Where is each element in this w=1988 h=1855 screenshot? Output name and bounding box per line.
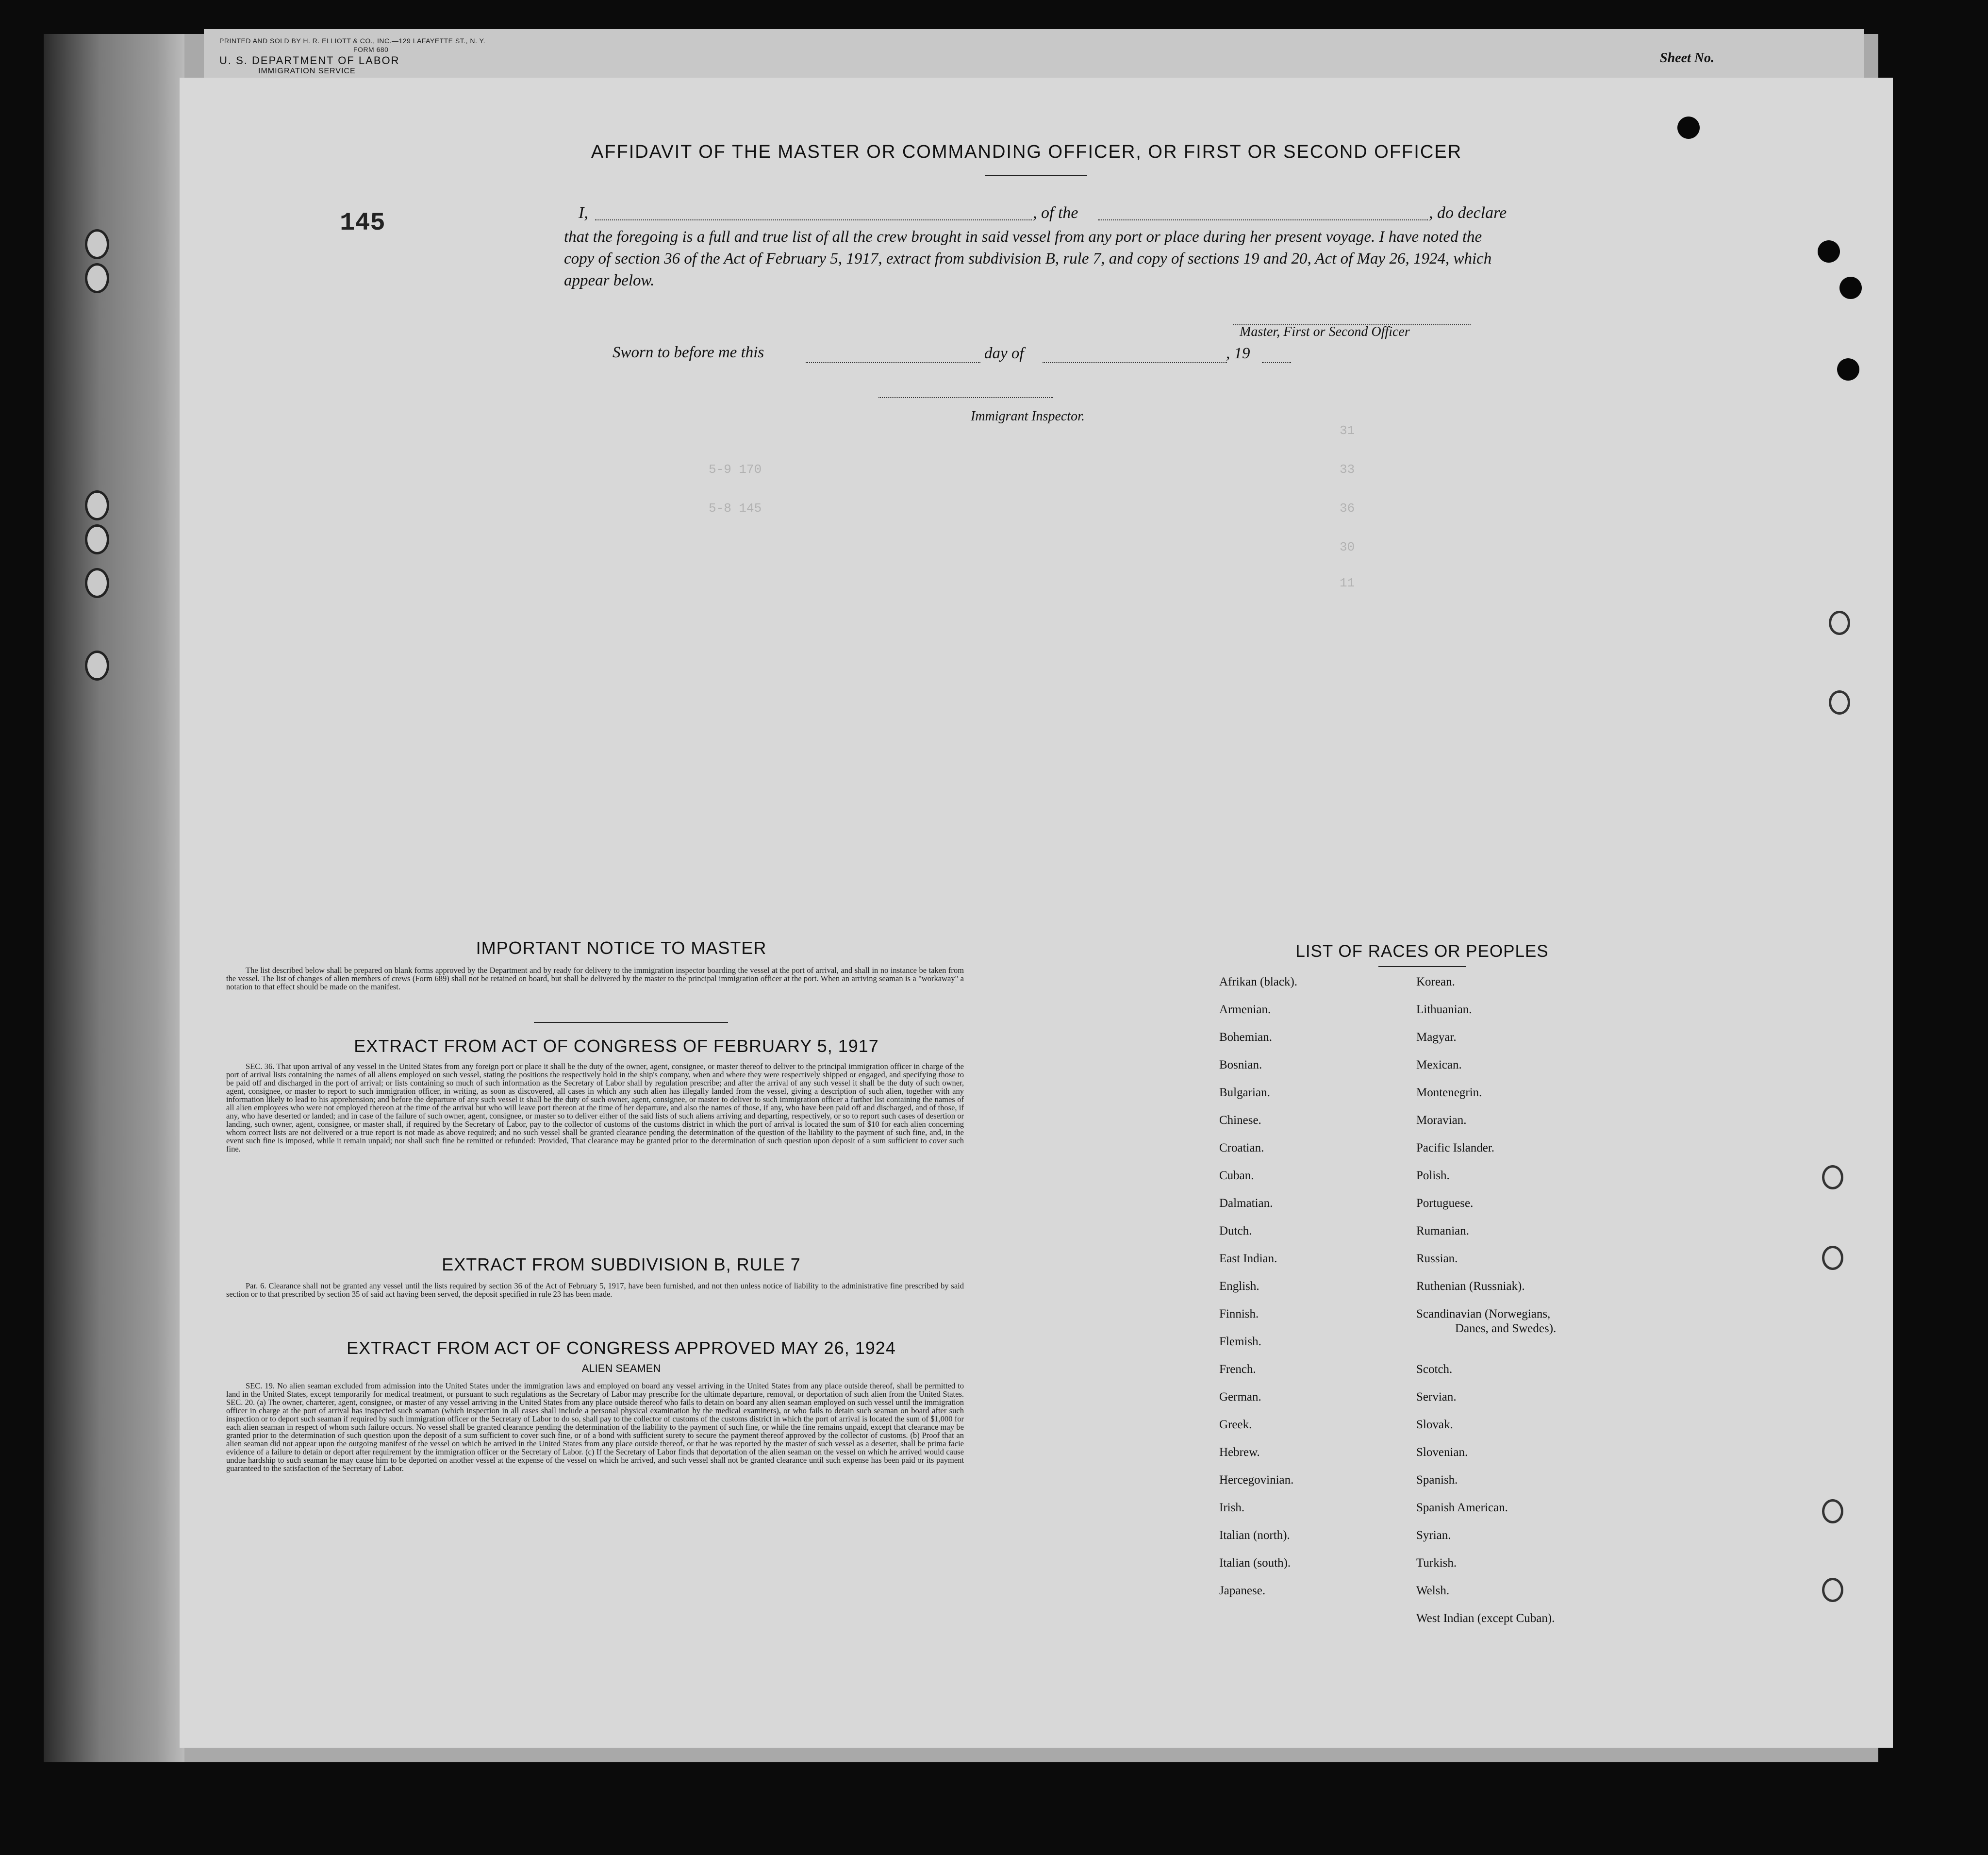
races-right-column [1416, 975, 1556, 1639]
bleed-through-mark: 5-9 170 [709, 462, 762, 477]
race-item: Syrian. [1416, 1529, 1451, 1542]
race-item: Bulgarian. [1219, 1086, 1270, 1099]
notice-title: IMPORTANT NOTICE TO MASTER [476, 938, 767, 958]
race-item: Chinese. [1219, 1114, 1261, 1127]
race-item: Cuban. [1219, 1169, 1254, 1182]
affidavit-title: AFFIDAVIT OF THE MASTER OR COMMANDING OFFICER, OR FIRST OR SECOND OFFICER [591, 142, 1462, 162]
bleed-through-mark: 30 [1340, 540, 1355, 554]
race-item: Spanish. [1416, 1473, 1458, 1487]
race-item: Slovak. [1416, 1418, 1453, 1431]
bleed-through-mark: 31 [1340, 423, 1355, 438]
name-field-line[interactable] [595, 219, 1032, 220]
ring-hole [1822, 1165, 1843, 1189]
race-item: Japanese. [1219, 1584, 1266, 1597]
inspector-signature-line[interactable] [878, 397, 1053, 398]
affidavit-declare: , do declare [1429, 204, 1507, 222]
race-item: Italian (north). [1219, 1529, 1290, 1542]
extract-1924-title: EXTRACT FROM ACT OF CONGRESS APPROVED MAY 26, 1924 [347, 1338, 896, 1358]
race-item: Scotch. [1416, 1363, 1453, 1376]
title-rule [985, 175, 1087, 176]
punch-hole [85, 490, 109, 520]
race-item: Dutch. [1219, 1224, 1252, 1237]
extract-rule7-title: EXTRACT FROM SUBDIVISION B, RULE 7 [442, 1254, 801, 1274]
ring-hole [1829, 690, 1850, 715]
race-item: French. [1219, 1363, 1256, 1376]
sheet-label: Sheet No. [1660, 50, 1714, 66]
extract-1917-title: EXTRACT FROM ACT OF CONGRESS OF FEBRUARY 5, 1917 [354, 1036, 879, 1056]
ring-hole [1829, 611, 1850, 635]
race-item: Greek. [1219, 1418, 1252, 1431]
extract-1917-body: SEC. 36. That upon arrival of any vessel in the United States from any foreign port or place it shall be the duty of the owner, agent, consignee, or master thereof to deliver to the principal immigration officer in charge of the port of arrival lists containing the names of all aliens employed on such vessel, stating the positions the respectively hold in the ship's company, when and where they were respectively shipped or engaged, and specifying those to be paid off and discharged in the port of arrival; or lists containing so much of such information as the Secretary of Labor shall by regulation prescribe; and after the arrival of any such vessel it shall be the duty of such owner, agent, consignee, or master to report to such immigration officer, in writing, as soon as discovered, all cases in which any such alien has illegally landed from the vessel, giving a description of such alien, together with any information likely to lead to his apprehension; and before the departure of any such vessel it shall be the duty of such owner, agent, consignee, or master to deliver to such immigration officer a further list containing the names of all alien employees who were not employed thereon at the time of the arrival but who will leave port thereon at the time of her departure, and also the names of those, if any, who have been paid off and discharged, and of those, if any, who have deserted or landed; and in case of the failure of such owner, agent, consignee, or master so to deliver either of the said lists of such aliens arriving and departing, respectively, or so to report such cases of desertion or landing, such owner, agent, consignee, or master shall, if required by the Secretary of Labor, pay to the collector of customs of the customs district in which the port of arrival is located the sum of $10 for each alien concerning whom correct lists are not delivered or a true report is not made as above required; and no such vessel shall be granted clearance pending the determination of the question of the liability to the payment of such fine, and, in the event such fine is imposed, while it remain unpaid; nor shall such fine be remitted or refunded: Provided, That clearance may be granted prior to the determination of such question upon deposit of a sum sufficient to cover such fine. [226, 1062, 964, 1153]
inspector-label: Immigrant Inspector. [971, 409, 1085, 424]
race-item: Rumanian. [1416, 1224, 1470, 1237]
punch-mark [1677, 117, 1700, 139]
race-item: Montenegrin. [1416, 1086, 1482, 1099]
affidavit-page [180, 78, 1893, 1748]
race-item: Italian (south). [1219, 1556, 1291, 1570]
race-item: Pacific Islander. [1416, 1141, 1495, 1154]
department-name: U. S. DEPARTMENT OF LABOR [219, 54, 400, 67]
race-item-continuation: Danes, and Swedes). [1455, 1322, 1557, 1335]
punch-hole [85, 229, 109, 259]
punch-hole [85, 524, 109, 554]
race-item: East Indian. [1219, 1252, 1277, 1265]
race-item: Croatian. [1219, 1141, 1264, 1154]
affidavit-of-the: , of the [1033, 204, 1078, 222]
year-prefix: , 19 [1226, 345, 1250, 362]
race-item: German. [1219, 1390, 1261, 1404]
race-item: Magyar. [1416, 1031, 1457, 1044]
race-item: Spanish American. [1416, 1501, 1508, 1514]
extract-rule7-body: Par. 6. Clearance shall not be granted any vessel until the lists required by section 36 of the Act of February 5, 1917, have been furnished, and not then unless notice of liability to the administrative fine prescribed by said section or to that prescribed by section 35 of said act having been served, the deposit specified in rule 23 has been made. [226, 1281, 964, 1299]
race-item: Mexican. [1416, 1058, 1462, 1071]
race-item: Hercegovinian. [1219, 1473, 1294, 1487]
race-item: Bosnian. [1219, 1058, 1262, 1071]
extract-1924-subtitle: ALIEN SEAMEN [581, 1362, 661, 1374]
year-field-line[interactable] [1262, 362, 1291, 363]
bleed-through-mark: 36 [1340, 501, 1355, 516]
races-title-rule [1378, 966, 1466, 967]
race-item: Ruthenian (Russniak). [1416, 1280, 1525, 1293]
punch-hole [85, 568, 109, 598]
race-item: Slovenian. [1416, 1446, 1468, 1459]
race-item: Bohemian. [1219, 1031, 1273, 1044]
form-number: FORM 680 [353, 46, 389, 53]
race-item: Servian. [1416, 1390, 1457, 1404]
bleed-through-mark: 5-8 145 [709, 501, 762, 516]
service-name: IMMIGRATION SERVICE [258, 67, 356, 75]
vessel-field-line[interactable] [1098, 219, 1428, 220]
master-label: Master, First or Second Officer [1240, 324, 1410, 339]
bleed-through-mark: 11 [1340, 576, 1355, 590]
race-item: Scandinavian (Norwegians, [1416, 1307, 1551, 1320]
punch-hole [85, 263, 109, 293]
race-item: Afrikan (black). [1219, 975, 1298, 988]
race-item: Portuguese. [1416, 1197, 1474, 1210]
race-item: Polish. [1416, 1169, 1450, 1182]
punch-mark [1837, 358, 1859, 381]
race-item: West Indian (except Cuban). [1416, 1612, 1555, 1625]
day-field-line[interactable] [806, 362, 980, 363]
race-item: Korean. [1416, 975, 1455, 988]
race-item: Armenian. [1219, 1003, 1271, 1016]
section-rule [534, 1022, 728, 1023]
punch-mark [1839, 277, 1862, 299]
affidavit-paragraph: that the foregoing is a full and true list of all the crew brought in said vessel from any port or place during her present voyage. I have noted the copy of section 36 of the Act of February 5, 1917, extract from subdivision B, rule 7, and copy of sections 19 and 20, Act of May 26, 1924, which appear below. [564, 228, 1492, 289]
affidavit-i: I, [579, 204, 588, 222]
sheet-number: 145 [340, 209, 385, 237]
races-title: LIST OF RACES OR PEOPLES [1295, 942, 1549, 961]
race-item: Flemish. [1219, 1335, 1261, 1348]
ring-hole [1822, 1578, 1843, 1602]
day-of-label: day of [984, 345, 1024, 362]
punch-mark [1818, 240, 1840, 263]
race-item: English. [1219, 1280, 1259, 1293]
race-item: Moravian. [1416, 1114, 1467, 1127]
race-item: Finnish. [1219, 1307, 1259, 1320]
bleed-through-mark: 33 [1340, 462, 1355, 477]
race-item: Russian. [1416, 1252, 1458, 1265]
race-item: Turkish. [1416, 1556, 1457, 1570]
race-item: Lithuanian. [1416, 1003, 1472, 1016]
binding-shadow [44, 34, 184, 1762]
ring-hole [1822, 1246, 1843, 1270]
notice-body: The list described below shall be prepared on blank forms approved by the Department and by ready for delivery to the immigration inspector boarding the vessel at the port of arrival, and shall in no instance be taken from the vessel. The list of changes of alien members of crews (Form 689) shall not be retained on board, but shall be delivered by the master to the principal immigration officer at the port. When an arriving seaman is a "workaway" a notation to that effect should be made on the manifest. [226, 966, 964, 991]
sworn-label: Sworn to before me this [613, 344, 764, 361]
printer-note: PRINTED AND SOLD BY H. R. ELLIOTT & CO., INC.—129 LAFAYETTE ST., N. Y. [219, 37, 485, 45]
race-item: Hebrew. [1219, 1446, 1260, 1459]
race-item: Welsh. [1416, 1584, 1450, 1597]
races-left-column [1219, 975, 1297, 1611]
ring-hole [1822, 1499, 1843, 1523]
month-field-line[interactable] [1043, 362, 1227, 363]
race-item: Dalmatian. [1219, 1197, 1273, 1210]
extract-1924-body: SEC. 19. No alien seaman excluded from admission into the United States under the immigration laws and employed on board any vessel arriving in the United States from any place outside thereof, shall be permitted to land in the United States, except temporarily for medical treatment, or pursuant to such regulations as the Secretary of Labor may prescribe for the ultimate departure, removal, or deportation of such alien from the United States. SEC. 20. (a) The owner, charterer, agent, consignee, or master of any vessel arriving in the United States from any place outside thereof who fails to detain on board any alien seaman employed on such vessel until the immigration officer in charge at the port of arrival has inspected such seaman (which inspection in all cases shall include a personal physical examination by the medical examiners), or who fails to detain such seaman on board after such inspection or to deport such seaman if required by such immigration officer or the Secretary of Labor to do so, shall pay to the collector of customs of the customs district in which the port of arrival is located the sum of $1,000 for each alien seaman in respect of whom such failure occurs. No vessel shall be granted clearance pending the determination of the liability to the payment of such fine, or while the fine remains unpaid, except that clearance may be granted prior to the determination of such question upon the deposit of a sum sufficient to cover such fine, or of a bond with sufficient surety to secure the payment thereof approved by the collector of customs. (b) Proof that an alien seaman did not appear upon the outgoing manifest of the vessel on which he arrived in the United States from any place outside thereof, or that he was reported by the master of such vessel as a deserter, shall be prima facie evidence of a failure to detain or deport after requirement by the immigration officer or the Secretary of Labor. (c) If the Secretary of Labor finds that deportation of the alien seaman on the vessel on which he arrived would cause undue hardship to such seaman he may cause him to be deported on another vessel at the expense of the vessel on which he arrived, and such vessel shall not be granted clearance until such expense has been paid or its payment guaranteed to the satisfaction of the Secretary of Labor. [226, 1381, 964, 1473]
race-item: Irish. [1219, 1501, 1245, 1514]
punch-hole [85, 651, 109, 681]
